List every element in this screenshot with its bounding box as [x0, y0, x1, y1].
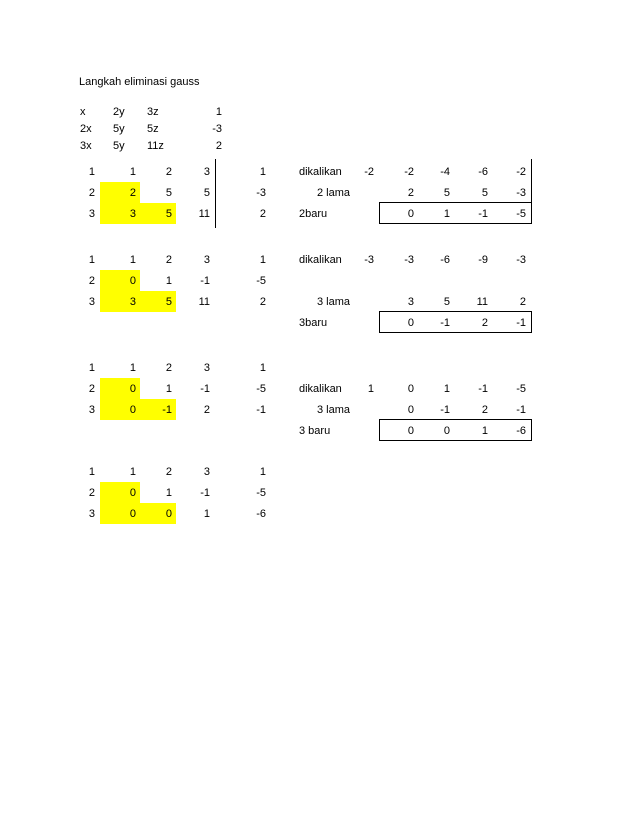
matrix-cell: 0 — [129, 383, 136, 395]
matrix-cell: 1 — [165, 487, 172, 499]
matrix-cell: 1 — [88, 166, 95, 178]
matrix-cell: -1 — [200, 487, 210, 499]
operation-value: 0 — [407, 317, 414, 329]
operation-value: -6 — [478, 166, 488, 178]
matrix-cell: 1 — [203, 508, 210, 520]
matrix-cell: 0 — [129, 487, 136, 499]
multiplier-factor: -2 — [364, 166, 374, 178]
matrix-cell: 1 — [165, 275, 172, 287]
operation-value: -1 — [478, 383, 488, 395]
matrix-cell: 2 — [165, 362, 172, 374]
matrix-cell: 3 — [88, 404, 95, 416]
operation-value: 2 — [481, 404, 488, 416]
matrix-cell: 0 — [129, 508, 136, 520]
matrix-cell: 2 — [88, 187, 95, 199]
matrix-cell: 3 — [203, 466, 210, 478]
matrix-border — [215, 159, 216, 228]
matrix-cell: 1 — [88, 254, 95, 266]
result-box — [379, 419, 532, 441]
operation-value: -1 — [516, 317, 526, 329]
operation-value: 2 — [407, 187, 414, 199]
matrix-cell: -1 — [162, 404, 172, 416]
matrix-cell: 1 — [259, 466, 266, 478]
matrix-cell: 2 — [88, 275, 95, 287]
matrix-cell: 0 — [129, 404, 136, 416]
matrix-cell: 1 — [259, 254, 266, 266]
operation-value: -5 — [516, 208, 526, 220]
system-cell: -3 — [212, 123, 222, 135]
matrix-cell: 2 — [165, 466, 172, 478]
operation-value: 1 — [443, 208, 450, 220]
operation-label: 3 lama — [317, 296, 351, 308]
matrix-cell: 5 — [203, 187, 210, 199]
matrix-cell: -5 — [256, 487, 266, 499]
system-cell: 5y — [113, 140, 125, 152]
operation-value: 2 — [519, 296, 526, 308]
system-cell: 3z — [147, 106, 159, 118]
operation-value: 5 — [443, 187, 450, 199]
matrix-cell: 2 — [129, 187, 136, 199]
matrix-cell: 1 — [129, 362, 136, 374]
matrix-cell: 0 — [165, 508, 172, 520]
system-cell: 2x — [80, 123, 92, 135]
matrix-cell: -6 — [256, 508, 266, 520]
operation-value: 1 — [443, 383, 450, 395]
operation-value: -3 — [516, 254, 526, 266]
matrix-cell: 1 — [259, 166, 266, 178]
operation-value: -2 — [404, 166, 414, 178]
operation-value: 3 — [407, 296, 414, 308]
operation-value: 2 — [481, 317, 488, 329]
operation-value: 1 — [481, 425, 488, 437]
operation-label: dikalikan — [299, 383, 342, 395]
system-cell: x — [80, 106, 86, 118]
matrix-cell: 2 — [165, 254, 172, 266]
matrix-cell: 5 — [165, 296, 172, 308]
matrix-cell: 3 — [88, 296, 95, 308]
matrix-cell: 11 — [198, 296, 210, 308]
matrix-cell: 1 — [88, 362, 95, 374]
operation-value: -6 — [440, 254, 450, 266]
operation-label: dikalikan — [299, 166, 342, 178]
matrix-cell: 2 — [259, 296, 266, 308]
operation-value: -1 — [440, 404, 450, 416]
matrix-cell: 5 — [165, 187, 172, 199]
system-cell: 3x — [80, 140, 92, 152]
operation-label: 3baru — [299, 317, 328, 329]
matrix-cell: 1 — [129, 254, 136, 266]
matrix-cell: -5 — [256, 275, 266, 287]
operation-label: 3 baru — [299, 425, 331, 437]
operation-value: -3 — [404, 254, 414, 266]
matrix-cell: 2 — [165, 166, 172, 178]
operation-value: 11 — [476, 296, 488, 308]
matrix-cell: -1 — [256, 404, 266, 416]
matrix-cell: 0 — [129, 275, 136, 287]
system-cell: 2 — [215, 140, 222, 152]
operation-label: 2 lama — [317, 187, 351, 199]
result-box — [379, 311, 532, 333]
matrix-cell: 3 — [203, 254, 210, 266]
matrix-cell: 1 — [165, 383, 172, 395]
matrix-cell: -1 — [200, 383, 210, 395]
operation-value: -1 — [478, 208, 488, 220]
matrix-cell: 1 — [129, 166, 136, 178]
matrix-cell: -5 — [256, 383, 266, 395]
matrix-cell: 11 — [198, 208, 210, 220]
operation-label: 3 lama — [317, 404, 351, 416]
system-cell: 11z — [147, 140, 164, 152]
operation-value: -3 — [516, 187, 526, 199]
operation-value: 5 — [443, 296, 450, 308]
operation-value: 0 — [407, 404, 414, 416]
page-title: Langkah eliminasi gauss — [79, 76, 200, 88]
matrix-cell: 1 — [259, 362, 266, 374]
system-cell: 5y — [113, 123, 125, 135]
operation-value: -1 — [516, 404, 526, 416]
matrix-cell: 2 — [88, 383, 95, 395]
matrix-cell: 2 — [88, 487, 95, 499]
matrix-cell: 3 — [129, 208, 136, 220]
operation-value: 0 — [407, 383, 414, 395]
system-cell: 2y — [113, 106, 125, 118]
operation-label: dikalikan — [299, 254, 342, 266]
operation-value: -2 — [516, 166, 526, 178]
result-box — [379, 202, 532, 224]
matrix-cell: 3 — [88, 508, 95, 520]
system-cell: 1 — [215, 106, 222, 118]
matrix-cell: 1 — [88, 466, 95, 478]
operation-value: -9 — [478, 254, 488, 266]
operation-value: 0 — [443, 425, 450, 437]
operation-value: -4 — [440, 166, 450, 178]
matrix-cell: 2 — [203, 404, 210, 416]
matrix-cell: -3 — [256, 187, 266, 199]
operation-value: 0 — [407, 208, 414, 220]
system-cell: 5z — [147, 123, 159, 135]
table-border — [531, 159, 532, 207]
operation-value: -1 — [440, 317, 450, 329]
operation-value: -6 — [516, 425, 526, 437]
matrix-cell: 1 — [129, 466, 136, 478]
matrix-cell: 3 — [88, 208, 95, 220]
matrix-cell: -1 — [200, 275, 210, 287]
operation-value: 0 — [407, 425, 414, 437]
matrix-cell: 3 — [203, 362, 210, 374]
operation-label: 2baru — [299, 208, 328, 220]
multiplier-factor: 1 — [367, 383, 374, 395]
multiplier-factor: -3 — [364, 254, 374, 266]
matrix-cell: 2 — [259, 208, 266, 220]
operation-value: -5 — [516, 383, 526, 395]
matrix-cell: 3 — [203, 166, 210, 178]
matrix-cell: 5 — [165, 208, 172, 220]
operation-value: 5 — [481, 187, 488, 199]
matrix-cell: 3 — [129, 296, 136, 308]
